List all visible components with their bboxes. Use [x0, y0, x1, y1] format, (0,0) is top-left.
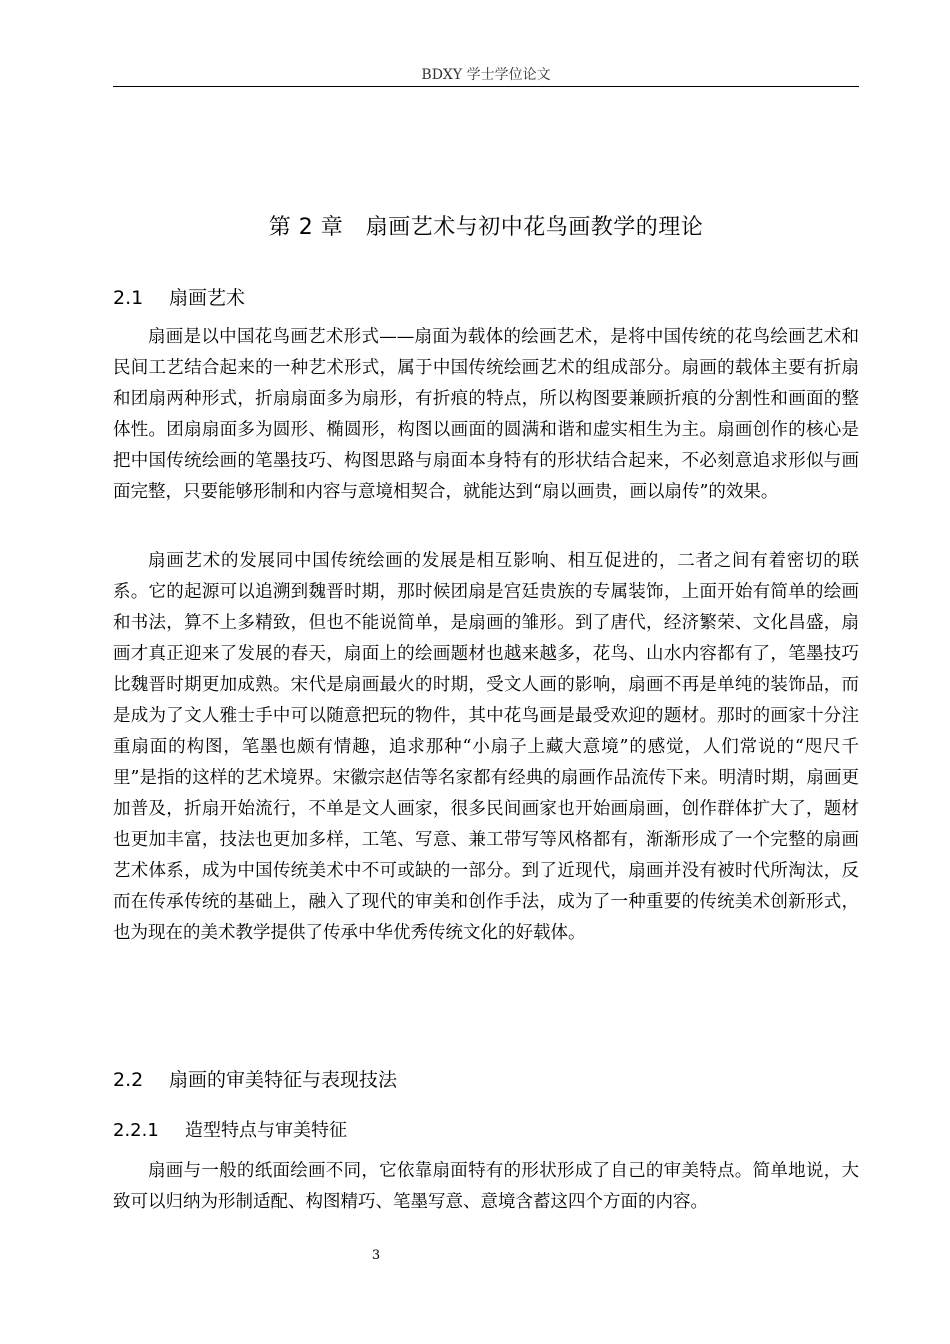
section-number: 2.1 [113, 287, 144, 309]
paragraph-3: 扇画与一般的纸面绘画不同，它依靠扇面特有的形状形成了自己的审美特点。简单地说，大致可以归纳为形制适配、构图精巧、笔墨写意、意境含蓄这四个方面的内容。 [113, 1161, 859, 1212]
subsection-heading-2-2-1 [113, 1117, 859, 1145]
paragraph-2: 扇画艺术的发展同中国传统绘画的发展是相互影响、相互促进的，二者之间有着密切的联系。它的起源可以追溯到魏晋时期，那时候团扇是宫廷贵族的专属装饰，上面开始有简单的绘画和书法，算不上多精致，但也不能说简单，是扇画的雏形。到了唐代，经济繁荣、文化昌盛，扇画才真正迎来了发展的春天，扇面上的绘画题材也越来越多，花鸟、山水内容都有了，笔墨技巧比魏晋时期更加成熟。宋代是扇画最火的时期，受文人画的影响，扇画不再是单纯的装饰品，而是成为了文人雅士手中可以随意把玩的物件，其中花鸟画是最受欢迎的题材。那时的画家十分注重扇面的构图，笔墨也颇有情趣，追求那种“小扇子上藏大意境”的感觉，人们常说的“咫尺千里”是指的这样的艺术境界。宋徽宗赵佶等名家都有经典的扇画作品流传下来。明清时期，扇画更加普及，折扇开始流行，不单是文人画家，很多民间画家也开始画扇画，创作群体扩大了，题材也更加丰富，技法也更加多样，工笔、写意、兼工带写等风格都有，渐渐形成了一个完整的扇画艺术体系，成为中国传统美术中不可或缺的一部分。到了近现代，扇画并没有被时代所淘汰，反而在传承传统的基础上，融入了现代的审美和创作手法，成为了一种重要的传统美术创新形式，也为现在的美术教学提供了传承中华优秀传统文化的好载体。 [113, 551, 859, 943]
section-heading-2-2 [113, 1066, 859, 1094]
section-number: 2.2 [113, 1069, 144, 1091]
section-title: 扇画的审美特征与表现技法 [169, 1069, 398, 1091]
subsection-number: 2.2.1 [113, 1120, 159, 1141]
subsection-title: 造型特点与审美特征 [185, 1120, 347, 1141]
section-title: 扇画艺术 [169, 287, 246, 309]
section-heading-2-1 [113, 284, 859, 312]
page-number: 3 [371, 1248, 381, 1263]
running-header: BDXY 学士学位论文 [421, 67, 551, 83]
paragraph-1: 扇画是以中国花鸟画艺术形式——扇面为载体的绘画艺术，是将中国传统的花鸟绘画艺术和民间工艺结合起来的一种艺术形式，属于中国传统绘画艺术的组成部分。扇画的载体主要有折扇和团扇两种形式，折扇扇面多为扇形，有折痕的特点，所以构图要兼顾折痕的分割性和画面的整体性。团扇扇面多为圆形、椭圆形，构图以画面的圆满和谐和虚实相生为主。扇画创作的核心是把中国传统绘画的笔墨技巧、构图思路与扇面本身特有的形状结合起来，不必刻意追求形似与画面完整，只要能够形制和内容与意境相契合，就能达到“扇以画贵，画以扇传”的效果。 [113, 327, 859, 502]
header-rule [113, 86, 859, 87]
chapter-title: 第 2 章 扇画艺术与初中花鸟画教学的理论 [268, 215, 704, 240]
